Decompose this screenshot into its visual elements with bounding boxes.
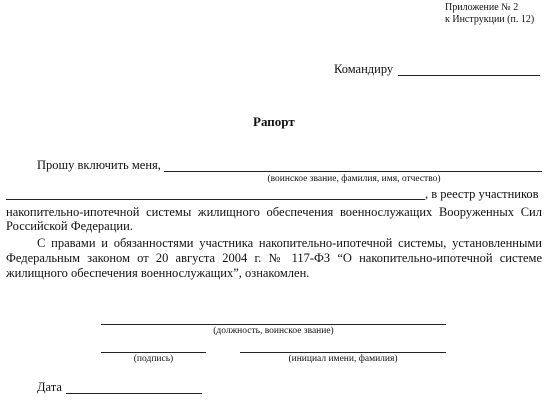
name-line[interactable] <box>240 352 446 353</box>
signature-caption: (подпись) <box>133 354 174 364</box>
acknowledgement-line-3: жилищного обеспечения военнослужащих”, ознакомлен. <box>6 266 310 280</box>
position-caption: (должность, воинское звание) <box>213 326 334 336</box>
document-title: Рапорт <box>253 114 295 129</box>
request-continuation: , в реестр участников <box>425 187 539 201</box>
addressee-label: Командиру <box>334 62 394 76</box>
full-name-caption: (воинское звание, фамилия, имя, отчество) <box>267 174 441 184</box>
appendix-reference: к Инструкции (п. 12) <box>445 14 535 25</box>
addressee-line[interactable] <box>398 75 540 76</box>
position-line[interactable] <box>101 324 446 325</box>
request-lead: Прошу включить меня, <box>37 158 161 172</box>
date-label: Дата <box>37 380 62 394</box>
signature-line[interactable] <box>101 352 206 353</box>
full-name-continuation-line[interactable] <box>6 199 425 200</box>
full-name-line[interactable] <box>164 171 542 172</box>
appendix-number: Приложение № 2 <box>445 2 519 13</box>
acknowledgement-line-2: Федеральным законом от 20 августа 2004 г. № 117-ФЗ “О накопительно-ипотечной системе <box>6 251 542 265</box>
request-line-4: Российской Федерации. <box>6 219 133 233</box>
request-line-3: накопительно-ипотечной системы жилищного обеспечения военнослужащих Вооруженных Сил <box>6 205 542 219</box>
date-line[interactable] <box>66 393 202 394</box>
name-caption: (инициал имени, фамилия) <box>288 354 398 364</box>
acknowledgement-line-1: С правами и обязанностями участника накопительно-ипотечной системы, установленными <box>37 236 542 250</box>
